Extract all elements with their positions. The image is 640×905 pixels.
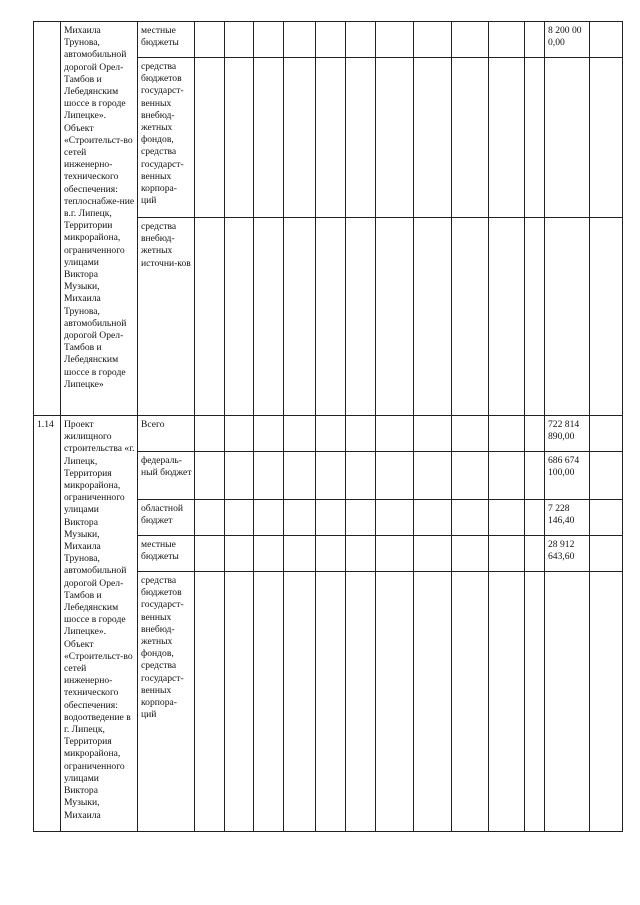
- year-value-cell: [316, 416, 346, 452]
- year-value-cell: [525, 22, 545, 58]
- funding-source: средства бюджетов государст-венных внебюд-жетных фондов, средства государст-венных корпора-ций: [138, 58, 195, 218]
- year-value-cell: [376, 536, 414, 572]
- year-value-cell: [284, 218, 316, 416]
- year-value-cell: [525, 572, 545, 832]
- year-value-cell: [346, 536, 376, 572]
- year-value-cell: [254, 218, 284, 416]
- funding-source: областной бюджет: [138, 500, 195, 536]
- year-value-cell: [225, 452, 254, 500]
- year-value-cell: [316, 536, 346, 572]
- year-value-cell: [195, 572, 225, 832]
- year-value-cell: [376, 452, 414, 500]
- year-value-cell: [284, 416, 316, 452]
- note-cell: [590, 500, 623, 536]
- year-value-cell: [376, 500, 414, 536]
- year-value-cell: [376, 416, 414, 452]
- year-value-cell: [316, 22, 346, 58]
- year-value-cell: [414, 58, 452, 218]
- note-cell: [590, 22, 623, 58]
- year-value-cell: [452, 58, 489, 218]
- year-value-cell: [452, 416, 489, 452]
- funding-source: местные бюджеты: [138, 536, 195, 572]
- year-value-cell: [254, 452, 284, 500]
- year-value-cell: [316, 572, 346, 832]
- year-value-cell: [316, 500, 346, 536]
- year-value-cell: [195, 452, 225, 500]
- year-value-cell: [489, 452, 525, 500]
- funding-source: средства бюджетов государст-венных внебюд-жетных фондов, средства государст-венных корпора-ций: [138, 572, 195, 832]
- year-value-cell: [414, 218, 452, 416]
- year-value-cell: [525, 416, 545, 452]
- year-value-cell: [452, 500, 489, 536]
- funding-source: федераль-ный бюджет: [138, 452, 195, 500]
- year-value-cell: [452, 218, 489, 416]
- total-amount: 686 674 100,00: [545, 452, 590, 500]
- year-value-cell: [284, 572, 316, 832]
- year-value-cell: [346, 416, 376, 452]
- note-cell: [590, 572, 623, 832]
- year-value-cell: [489, 58, 525, 218]
- note-cell: [590, 58, 623, 218]
- year-value-cell: [414, 452, 452, 500]
- year-value-cell: [254, 500, 284, 536]
- year-value-cell: [414, 22, 452, 58]
- year-value-cell: [525, 536, 545, 572]
- year-value-cell: [195, 218, 225, 416]
- total-amount: 7 228 146,40: [545, 500, 590, 536]
- year-value-cell: [195, 536, 225, 572]
- note-cell: [590, 536, 623, 572]
- year-value-cell: [452, 22, 489, 58]
- total-amount: [545, 218, 590, 416]
- year-value-cell: [316, 58, 346, 218]
- year-value-cell: [346, 500, 376, 536]
- year-value-cell: [225, 218, 254, 416]
- table-row: [34, 22, 623, 58]
- year-value-cell: [525, 58, 545, 218]
- year-value-cell: [376, 572, 414, 832]
- year-value-cell: [376, 22, 414, 58]
- year-value-cell: [489, 416, 525, 452]
- total-amount: 722 814 890,00: [545, 416, 590, 452]
- year-value-cell: [346, 218, 376, 416]
- item-number: 1.14: [34, 416, 61, 832]
- year-value-cell: [376, 218, 414, 416]
- year-value-cell: [452, 452, 489, 500]
- year-value-cell: [489, 572, 525, 832]
- year-value-cell: [254, 58, 284, 218]
- year-value-cell: [195, 22, 225, 58]
- year-value-cell: [346, 22, 376, 58]
- year-value-cell: [316, 218, 346, 416]
- total-amount: [545, 572, 590, 832]
- year-value-cell: [414, 536, 452, 572]
- total-amount: [545, 58, 590, 218]
- funding-source: Всего: [138, 416, 195, 452]
- year-value-cell: [284, 536, 316, 572]
- year-value-cell: [414, 500, 452, 536]
- year-value-cell: [489, 218, 525, 416]
- year-value-cell: [254, 536, 284, 572]
- year-value-cell: [254, 572, 284, 832]
- year-value-cell: [195, 500, 225, 536]
- total-amount: 28 912 643,60: [545, 536, 590, 572]
- year-value-cell: [284, 500, 316, 536]
- table-body: [34, 22, 623, 832]
- year-value-cell: [414, 572, 452, 832]
- year-value-cell: [225, 536, 254, 572]
- year-value-cell: [452, 536, 489, 572]
- year-value-cell: [489, 500, 525, 536]
- year-value-cell: [489, 536, 525, 572]
- project-description: Михаила Трунова, автомобильной дорогой Орел-Тамбов и Лебедянским шоссе в городе Липецке». Объект «Строительст-во сетей инженерно-технического обеспечения: теплоснабже-ние в.г. Липецк, Территории микрорайона, ограниченного улицами Виктора Музыки, Михаила Трунова, автомобильной дорогой Орел-Тамбов и Лебедянским шоссе в городе Липецке»: [61, 22, 138, 416]
- year-value-cell: [525, 452, 545, 500]
- note-cell: [590, 416, 623, 452]
- year-value-cell: [284, 452, 316, 500]
- funding-source: местные бюджеты: [138, 22, 195, 58]
- funding-source: средства внебюд-жетных источни-ков: [138, 218, 195, 416]
- year-value-cell: [452, 572, 489, 832]
- year-value-cell: [346, 58, 376, 218]
- budget-table: [33, 21, 623, 832]
- year-value-cell: [525, 218, 545, 416]
- year-value-cell: [225, 500, 254, 536]
- table-row: [34, 416, 623, 452]
- year-value-cell: [225, 416, 254, 452]
- note-cell: [590, 218, 623, 416]
- year-value-cell: [284, 22, 316, 58]
- note-cell: [590, 452, 623, 500]
- year-value-cell: [225, 58, 254, 218]
- year-value-cell: [284, 58, 316, 218]
- year-value-cell: [225, 22, 254, 58]
- year-value-cell: [414, 416, 452, 452]
- year-value-cell: [376, 58, 414, 218]
- year-value-cell: [254, 416, 284, 452]
- year-value-cell: [195, 58, 225, 218]
- year-value-cell: [195, 416, 225, 452]
- year-value-cell: [254, 22, 284, 58]
- project-description: Проект жилищного строительства «г. Липецк, Территория микрорайона, ограниченного улицами Виктора Музыки, Михаила Трунова, автомобильной дорогой Орел-Тамбов и Лебедянским шоссе в городе Липецке». Объект «Строительст-во сетей инженерно-технического обеспечения: водоотведение в г. Липецк, Территория микрорайона, ограниченного улицами Виктора Музыки, Михаила: [61, 416, 138, 832]
- year-value-cell: [489, 22, 525, 58]
- year-value-cell: [225, 572, 254, 832]
- year-value-cell: [525, 500, 545, 536]
- year-value-cell: [316, 452, 346, 500]
- year-value-cell: [346, 452, 376, 500]
- total-amount: 8 200 00 0,00: [545, 22, 590, 58]
- item-number: [34, 22, 61, 416]
- year-value-cell: [346, 572, 376, 832]
